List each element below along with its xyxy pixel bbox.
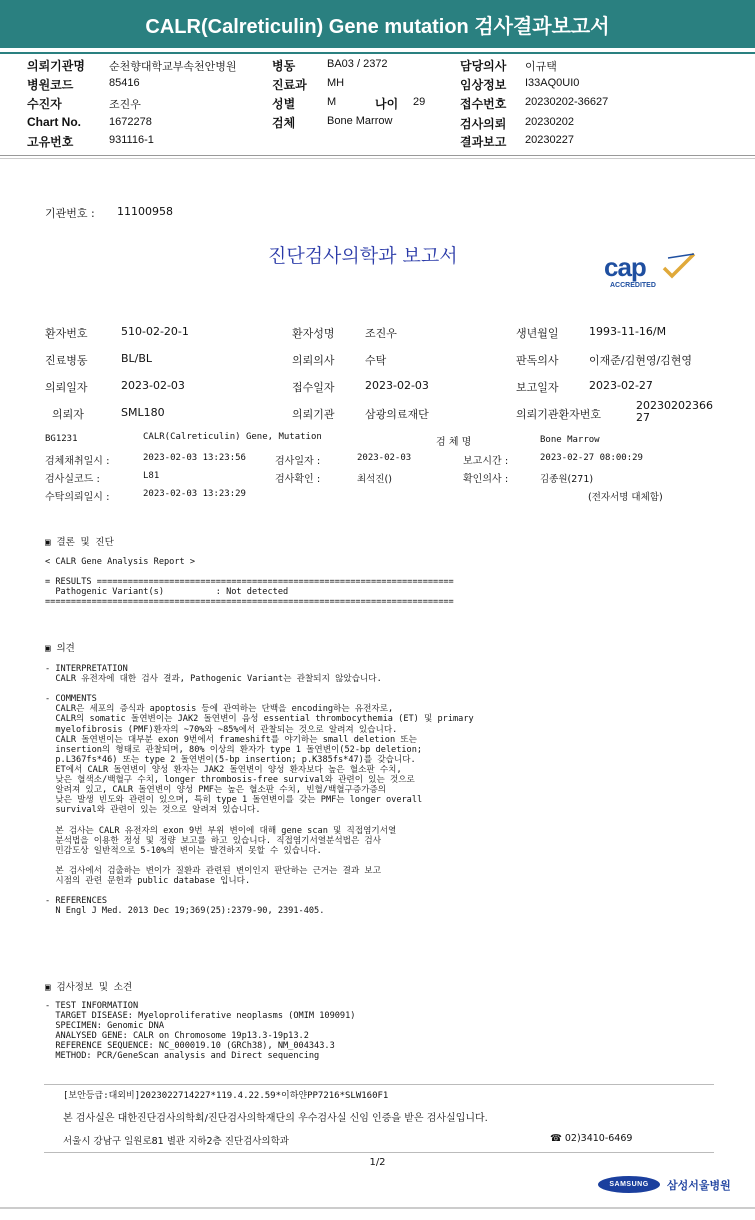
footer-divider xyxy=(44,1084,714,1085)
info-label: 보고일자 xyxy=(516,381,559,394)
header-label: 담당의사 xyxy=(460,59,507,73)
info-value: 조진우 xyxy=(365,327,397,340)
cap-logo-text: cap xyxy=(604,252,646,282)
info-value: 2023020236627 xyxy=(636,399,713,424)
header-value: 29 xyxy=(413,96,426,108)
test-name: CALR(Calreticulin) Gene, Mutation xyxy=(143,432,322,442)
info-label: 판독의사 xyxy=(516,354,559,367)
header-value: I33AQ0UI0 xyxy=(525,77,580,89)
header-label: 의뢰기관명 xyxy=(27,59,85,73)
info-value: 510-02-20-1 xyxy=(121,325,189,338)
info-value: 이재준/김현영/김현영 xyxy=(589,354,693,367)
collect-value: 2023-02-03 13:23:56 xyxy=(143,453,246,463)
header-value: 85416 xyxy=(109,77,140,89)
header-label: 수진자 xyxy=(27,97,62,111)
report-banner-title: CALR(Calreticulin) Gene mutation 검사결과보고서 xyxy=(145,16,610,38)
info-value: 삼광의료재단 xyxy=(365,408,429,421)
info-value: 2023-02-27 xyxy=(589,379,653,392)
confirm-doc-label: 확인의사 : xyxy=(463,474,509,485)
test-code: BG1231 xyxy=(45,434,78,444)
header-label: 접수번호 xyxy=(460,97,507,111)
header-label: 임상정보 xyxy=(460,78,507,92)
header-value: 931116-1 xyxy=(109,134,154,146)
info-value: SML180 xyxy=(121,406,165,419)
header-value: Bone Marrow xyxy=(327,115,393,127)
footer-divider xyxy=(44,1152,714,1153)
info-value: 2023-02-03 xyxy=(121,379,185,392)
report-time-label: 보고시간 : xyxy=(463,456,509,467)
section-heading-opinion: ▣ 의견 xyxy=(45,643,75,654)
test-date-label: 검사일자 : xyxy=(275,456,321,467)
lab-code-value: L81 xyxy=(143,471,160,481)
opinion-block: - INTERPRETATION CALR 유전자에 대한 검사 결과, Pathogenic Variant는 관찰되지 않았습니다. - COMMENTS CALR은 세포의 증식과 apoptosis 등에 관여하는 단백을 encoding하는 유전자로, CALR의 somatic 돌연변이는 JAK2 돌연변이 음성 essential thrombocythemia (ET) 및 primary myelofibrosis (PMF)환자의 ~70%와 ~85%에서 관찰되는 것으로 알려져 있습니다. CALR 돌연변이는 대부분 exon 9번에서 frameshift를 야기하는 small deletion 또는 insertion의 형태로 관찰되며, 80% 이상의 환자가 type 1 돌연변이(52-bp deletion; p.L367fs*46) 또는 type 2 돌연변이(5-bp insertion; p.K385fs*47)를 갖습니다. ET에서 CALR 돌연변이 양성 환자는 JAK2 돌연변이 양성 환자보다 높은 혈소판 수치, 낮은 혈색소/백혈구 수치, longer thrombosis-free survival와 관련이 있는 것으로 알려져 있고, CALR 돌연변이 양성 PMF는 높은 혈소판 수치, 빈혈/백혈구증가증의 낮은 발생 빈도와 관련이 있으며, 특히 type 1 돌연변이를 갖는 PMF는 longer overall survival와 관련이 있는 것으로 알려져 있습니다. 본 검사는 CALR 유전자의 exon 9번 부위 변이에 대해 gene scan 및 직접염기서열 분석법을 이용한 정성 및 정량 보고를 하고 있습니다. 직접염기서열분석법은 검사 민감도상 일반적으로 5-10%의 변이는 발견하지 못할 수 있습니다. 본 검사에서 검출하는 변이가 질환과 관련된 변이인지 판단하는 근거는 결과 보고 시점의 관련 문헌과 public database 입니다. - REFERENCES N Engl J Med. 2013 Dec 19;369(25):2379-90, 2391-405. xyxy=(45,664,474,917)
hospital-name: 삼성서울병원 xyxy=(667,1179,731,1192)
banner-divider xyxy=(0,52,755,54)
header-label: 고유번호 xyxy=(27,135,74,149)
header-label: 진료과 xyxy=(272,78,307,92)
header-value: 순천향대학교부속천안병원 xyxy=(109,61,237,73)
header-value: M xyxy=(327,96,337,108)
section-heading-test-info: ▣ 검사정보 및 소견 xyxy=(45,982,133,993)
info-label: 의뢰기관환자번호 xyxy=(516,408,602,421)
header-label: 나이 xyxy=(375,97,399,111)
lab-phone: ☎ 02)3410-6469 xyxy=(550,1133,633,1144)
confirm-doc-value: 김종원(271) xyxy=(540,474,594,485)
header-label: Chart No. xyxy=(27,115,81,129)
header-label: 병원코드 xyxy=(27,78,74,92)
header-value: 이규택 xyxy=(525,61,557,73)
certification-note: 본 검사실은 대한진단검사의학회/진단검사의학재단의 우수검사실 신임 인증을 받은 검사실입니다. xyxy=(63,1113,488,1124)
info-label: 환자번호 xyxy=(45,327,88,340)
header-label: 성별 xyxy=(272,97,296,111)
header-label: 결과보고 xyxy=(460,135,507,149)
cap-accredited-text: ACCREDITED xyxy=(610,282,656,289)
info-value: BL/BL xyxy=(121,352,153,365)
header-label: 병동 xyxy=(272,59,296,73)
info-label: 의뢰의사 xyxy=(292,354,335,367)
report-time-value: 2023-02-27 08:00:29 xyxy=(540,453,643,463)
test-date-value: 2023-02-03 xyxy=(357,453,412,463)
confirm-value: 최석진() xyxy=(357,474,392,485)
header-value: 20230227 xyxy=(525,134,574,146)
specimen-label: 검 체 명 xyxy=(436,437,472,448)
info-value: 1993-11-16/M xyxy=(589,325,667,338)
header-value: 1672278 xyxy=(109,116,152,128)
specimen-value: Bone Marrow xyxy=(540,435,600,445)
collect-label: 검체채취일시 : xyxy=(45,456,110,467)
info-label: 의뢰자 xyxy=(52,408,84,421)
report-banner xyxy=(0,0,755,48)
result-block: < CALR Gene Analysis Report > = RESULTS ===================================================================== Pathogenic Variant(s) : Not detected =============================================================================== xyxy=(45,557,454,608)
info-label: 환자성명 xyxy=(292,327,335,340)
test-info-block: - TEST INFORMATION TARGET DISEASE: Myeloproliferative neoplasms (OMIM 109091) SPECIMEN: Genomic DNA ANALYSED GENE: CALR on Chromosome 19p13.3-19p13.2 REFERENCE SEQUENCE: NC_000019.10 (GRCh38), NM_004343.3 METHOD: PCR/GeneScan analysis and Direct sequencing xyxy=(45,1001,356,1062)
header-value: 조진우 xyxy=(109,99,141,111)
header-value: 20230202-36627 xyxy=(525,96,609,108)
samsung-logo: SAMSUNG xyxy=(598,1176,660,1193)
info-label: 진료병동 xyxy=(45,354,88,367)
info-value: 수탁 xyxy=(365,354,387,367)
header-label: 검체 xyxy=(272,116,296,130)
info-label: 접수일자 xyxy=(292,381,335,394)
institution-no-label: 기관번호 : xyxy=(45,207,95,220)
header-value: BA03 / 2372 xyxy=(327,58,388,70)
info-label: 의뢰기관 xyxy=(292,408,335,421)
info-label: 의뢰일자 xyxy=(45,381,88,394)
lab-address: 서울시 강남구 일원로81 별관 지하2층 진단검사의학과 xyxy=(63,1136,289,1147)
lab-code-label: 검사실코드 : xyxy=(45,474,100,485)
page-bottom-divider xyxy=(0,1207,755,1209)
doc-title: 진단검사의학과 보고서 xyxy=(268,245,458,267)
info-value: 2023-02-03 xyxy=(365,379,429,392)
header-divider xyxy=(0,158,755,159)
section-heading-result: ▣ 결론 및 진단 xyxy=(45,537,114,548)
page-number: 1/2 xyxy=(369,1157,386,1168)
header-label: 검사의뢰 xyxy=(460,117,507,131)
security-line: [보안등급:대외비]2023022714227*119.4.22.59*이하얀PP7216*SLW160F1 xyxy=(63,1091,389,1101)
esign-note: (전자서명 대체함) xyxy=(588,492,663,503)
header-divider xyxy=(0,155,755,156)
received-label: 수탁의뢰일시 : xyxy=(45,492,110,503)
received-value: 2023-02-03 13:23:29 xyxy=(143,489,246,499)
header-value: MH xyxy=(327,77,345,89)
info-label: 생년월일 xyxy=(516,327,559,340)
confirm-label: 검사확인 : xyxy=(275,474,321,485)
institution-no: 11100958 xyxy=(117,205,173,218)
header-value: 20230202 xyxy=(525,116,574,128)
